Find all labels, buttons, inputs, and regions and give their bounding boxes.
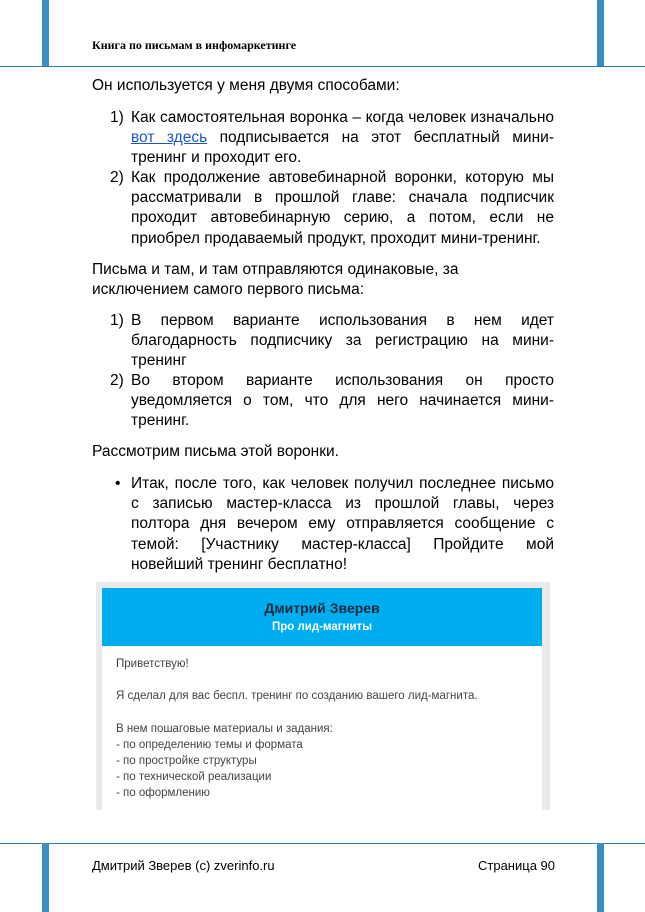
list2-number-1: 1): [110, 312, 124, 329]
right-top-bar: [597, 0, 604, 67]
footer-author: Дмитрий Зверев (c) zverinfo.ru: [92, 858, 275, 873]
list1-item-1-before: Как самостоятельная воронка – когда человек изначально: [131, 109, 554, 126]
email-subtitle: Про лид-магниты: [271, 621, 373, 633]
header-title: Книга по письмам в инфомаркетинге: [92, 38, 297, 52]
right-bottom-bar: [597, 843, 604, 912]
bullet-symbol: •: [115, 475, 121, 492]
bullet-item: Итак, после того, как человек получил последнее письмо с записью мастер-класса из прошлой главы, через полтора дня вечером ему отправляется сообщение с темой: [Участнику мастер-класса] Пройдите мой новейший тренинг бесплатно!: [131, 475, 554, 573]
email-line: В нем пошаговые материалы и задания:: [116, 723, 333, 735]
paragraph-2: Письма и там, и там отправляются одинаковые, за исключением самого первого письма:: [92, 261, 459, 299]
here-link[interactable]: вот здесь: [131, 129, 208, 147]
left-top-bar: [42, 0, 49, 67]
list1-item-1-after: подписывается на этот бесплатный мини-тренинг и проходит его.: [131, 129, 554, 167]
email-header: [102, 588, 542, 646]
list1-item-2: Как продолжение автовебинарной воронки, которую мы рассматривали в прошлой главе: сначала подписчик проходит автовебинарную серию, а потом, если не приобрел продаваемый продукт, проходит мини-тренинг.: [131, 169, 554, 247]
footer-rule: [0, 843, 645, 844]
list1-number-2: 2): [110, 169, 124, 186]
email-line: - по оформлению: [116, 787, 210, 799]
page-number: Страница 90: [478, 858, 555, 873]
intro-paragraph: Он используется у меня двумя способами:: [92, 77, 400, 94]
email-line: Приветствую!: [116, 658, 189, 670]
email-sender: Дмитрий Зверев: [264, 600, 380, 616]
header-rule: [0, 66, 645, 67]
list2-number-2: 2): [110, 372, 124, 389]
email-line: Я сделал для вас беспл. тренинг по созданию вашего лид-магнита.: [116, 690, 478, 702]
email-line: - по определению темы и формата: [116, 739, 303, 751]
paragraph-3: Рассмотрим письма этой воронки.: [92, 443, 339, 460]
left-bottom-bar: [42, 843, 49, 912]
email-line: - по простройке структуры: [116, 755, 257, 767]
list2-item-2: Во втором варианте использования он просто уведомляется о том, что для него начинается мини-тренинг.: [131, 372, 554, 430]
list2-item-1: В первом варианте использования в нем идет благодарность подписчику за регистрацию на мини-тренинг: [131, 312, 554, 370]
email-body: [102, 646, 542, 810]
email-line: - по технической реализации: [116, 771, 272, 783]
list1-item-1: [131, 108, 554, 169]
list1-number-1: 1): [110, 109, 124, 126]
email-preview: [96, 582, 550, 810]
